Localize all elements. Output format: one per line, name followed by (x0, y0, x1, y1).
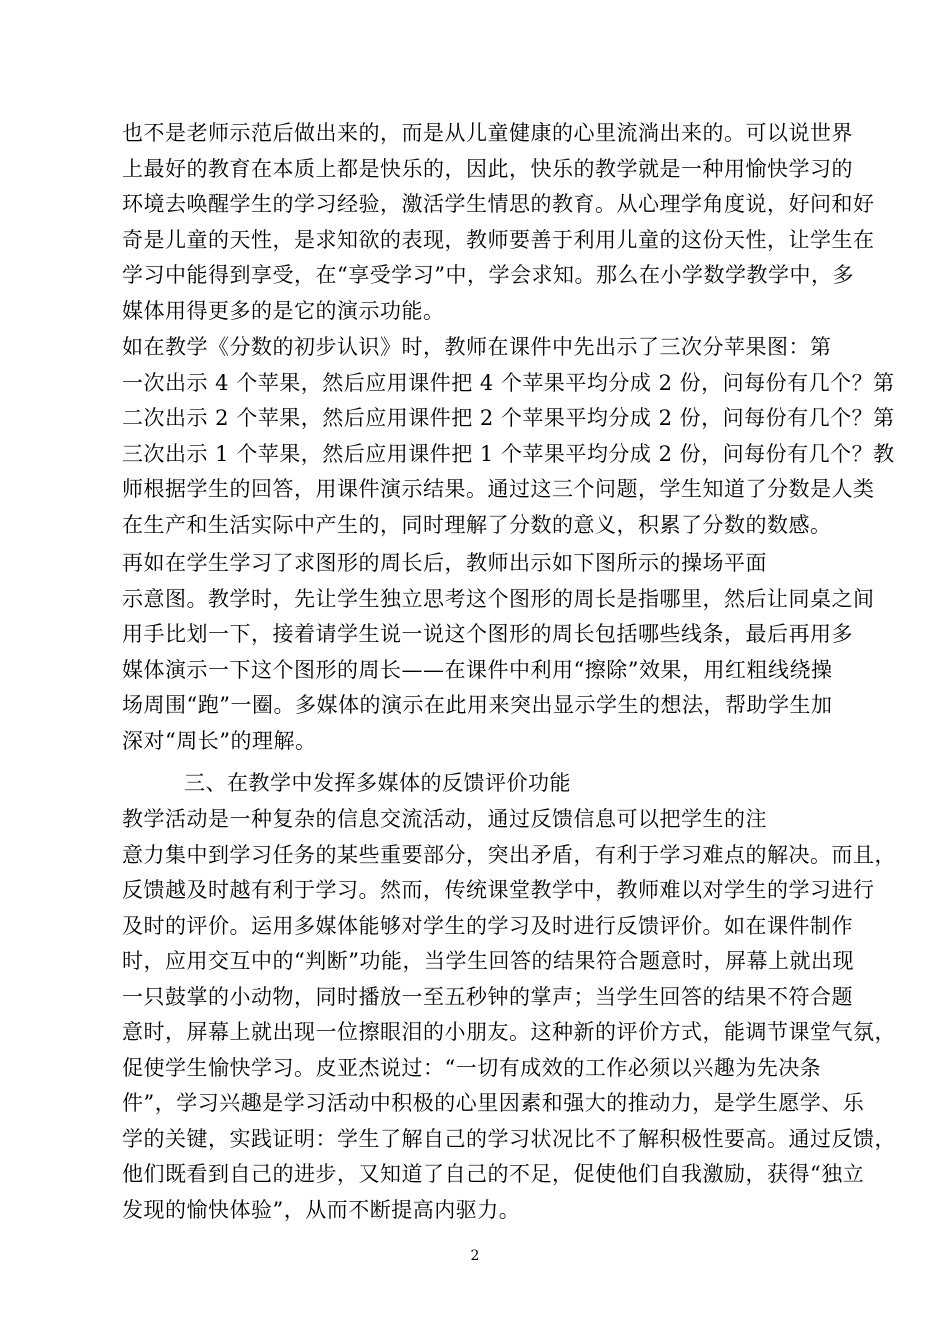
text-line: 在生产和生活实际中产生的，同时理解了分数的意义，积累了分数的数感。 (122, 512, 832, 537)
paragraph-fraction-example (122, 330, 895, 543)
text-line: 示意图。教学时，先让学生独立思考这个图形的周长是指哪里，然后让同桌之间 (122, 586, 875, 611)
text-line: 他们既看到自己的进步，又知道了自己的不足，促使他们自我激励，获得“独立 (122, 1162, 865, 1186)
text-line: 媒体用得更多的是它的演示功能。 (122, 298, 445, 323)
text-line: 上最好的教育在本质上都是快乐的，因此，快乐的教学就是一种用愉快学习的 (122, 156, 853, 181)
text-line: 意时，屏幕上就出现一位擦眼泪的小朋友。这种新的评价方式，能调节课堂气氛， (122, 1020, 896, 1044)
text-line: 发现的愉快体验”，从而不断提高内驱力。 (122, 1197, 521, 1222)
text-line: 二次出示 2 个苹果，然后应用课件把 2 个苹果平均分成 2 份，问每份有几个？第 (122, 406, 895, 430)
text-line: 教学活动是一种复杂的信息交流活动，通过反馈信息可以把学生的注 (122, 807, 767, 831)
text-line: 促使学生愉快学习。皮亚杰说过：“一切有成效的工作必须以兴趣为先决条 (122, 1055, 822, 1080)
paragraph-perimeter-example (122, 546, 892, 759)
text-line: 用手比划一下，接着请学生说一说这个图形的周长包括哪些线条，最后再用多 (122, 622, 853, 646)
page-number: 2 (470, 1248, 480, 1264)
text-line: 学习中能得到享受，在“享受学习”中，学会求知。那么在小学数学教学中，多 (122, 263, 854, 287)
text-line: 再如在学生学习了求图形的周长后，教师出示如下图所示的操场平面 (122, 551, 767, 575)
paragraph-feedback-evaluation (122, 802, 896, 1228)
section-heading-text: 三、在教学中发挥多媒体的反馈评价功能 (184, 771, 571, 795)
paragraph-intro-continuation (122, 116, 892, 329)
text-line: 反馈越及时越有利于学习。然而，传统课堂教学中，教师难以对学生的学习进行 (122, 878, 875, 902)
text-line: 意力集中到学习任务的某些重要部分，突出矛盾，有利于学习难点的解决。而且， (122, 842, 896, 867)
text-line: 一次出示 4 个苹果，然后应用课件把 4 个苹果平均分成 2 份，问每份有几个？第 (122, 370, 895, 395)
text-line: 师根据学生的回答，用课件演示结果。通过这三个问题，学生知道了分数是人类 (122, 477, 875, 501)
text-line: 场周围“跑”一圈。多媒体的演示在此用来突出显示学生的想法，帮助学生加 (122, 693, 833, 717)
text-line: 一只鼓掌的小动物，同时播放一至五秒钟的掌声；当学生回答的结果不符合题 (122, 984, 853, 1009)
text-line: 媒体演示一下这个图形的周长——在课件中利用“擦除”效果，用红粗线绕操 (122, 657, 833, 682)
text-line: 学的关键，实践证明：学生了解自己的学习状况比不了解积极性要高。通过反馈， (122, 1126, 896, 1151)
text-line: 环境去唤醒学生的学习经验，激活学生情思的教育。从心理学角度说，好问和好 (122, 192, 875, 216)
text-line: 深对“周长”的理解。 (122, 728, 317, 753)
text-line: 奇是儿童的天性，是求知欲的表现，教师要善于利用儿童的这份天性，让学生在 (122, 227, 875, 252)
text-line: 及时的评价。运用多媒体能够对学生的学习及时进行反馈评价。如在课件制作 (122, 913, 853, 938)
text-line: 件”，学习兴趣是学习活动中积极的心里因素和强大的推动力，是学生愿学、乐 (122, 1091, 865, 1115)
text-line: 时，应用交互中的“判断”功能，当学生回答的结果符合题意时，屏幕上就出现 (122, 949, 854, 973)
text-line: 如在教学《分数的初步认识》时，教师在课件中先出示了三次分苹果图：第 (122, 335, 832, 359)
section-heading (184, 766, 950, 802)
text-line: 也不是老师示范后做出来的，而是从儿童健康的心里流淌出来的。可以说世界 (122, 121, 853, 145)
text-line: 三次出示 1 个苹果，然后应用课件把 1 个苹果平均分成 2 份，问每份有几个？教 (122, 441, 895, 466)
